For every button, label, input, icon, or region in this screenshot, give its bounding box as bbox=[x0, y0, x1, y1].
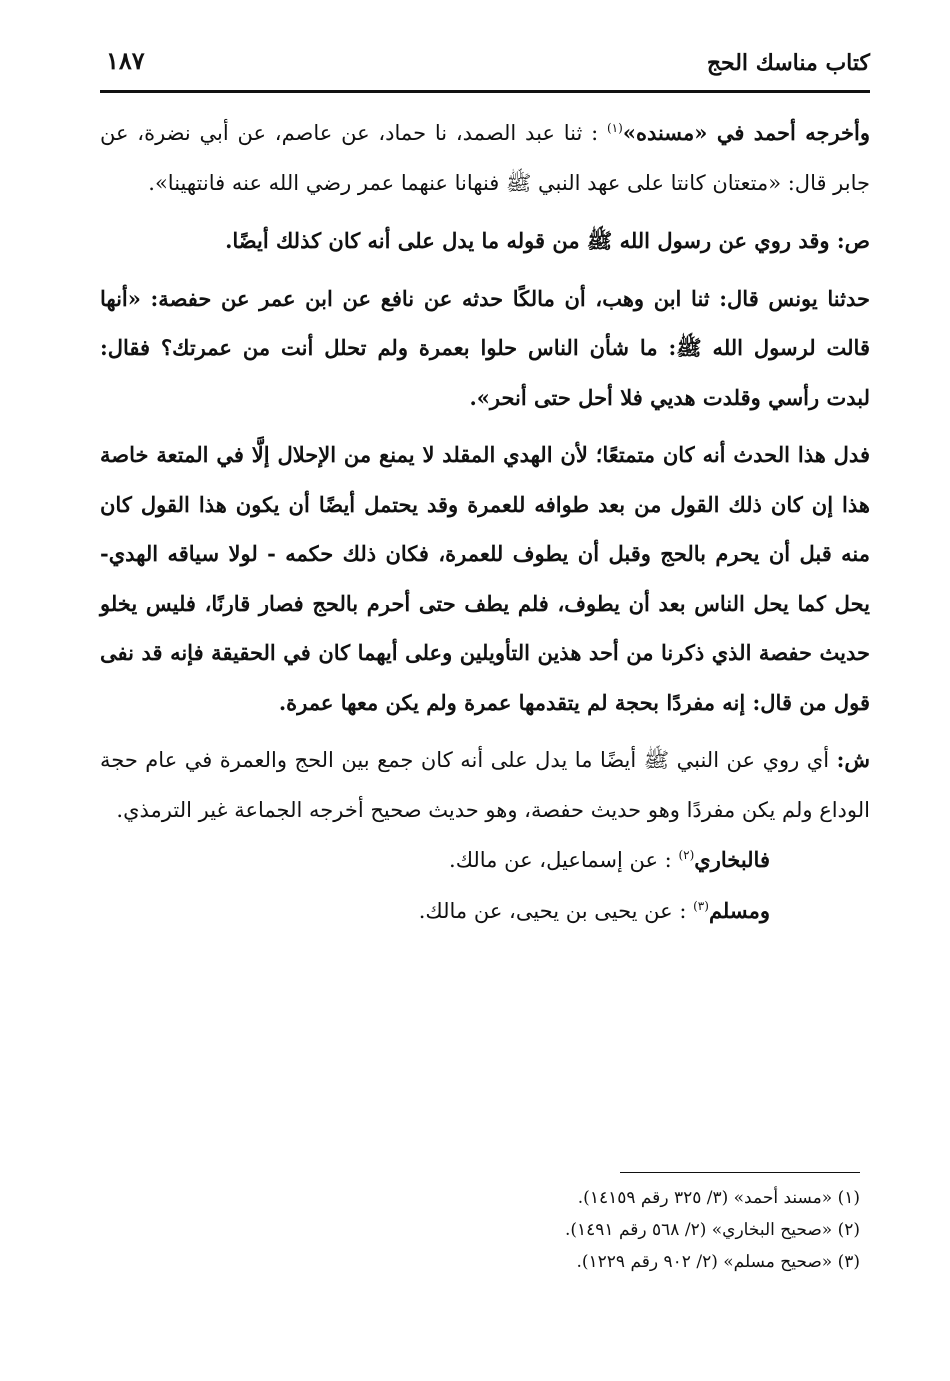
main-text bbox=[100, 108, 870, 936]
paragraph-text: فدل هذا الحدث أنه كان متمتعًا؛ لأن الهدي المقلد لا يمنع من الإحلال إلَّا في المتعة خاصة هذا إن كان ذلك القول من بعد طوافه للعمرة وقد يحتمل أيضًا أن يكون هذا القول كان منه قبل أن يحرم بالحج وقبل أن يطوف للعمرة، فكان ذلك حكمه - لولا سياقه الهدي- يحل كما يحل الناس بعد أن يطوف، فلم يطف حتى أحرم بالحج فصار قارنًا، فليس يخلو حديث حفصة الذي ذكرنا من أحد هذين التأويلين وعلى أيهما كان في الحقيقة فإنه قد نفى قول من قال: إنه مفردًا بحجة لم يتقدمها عمرة ولم يكن معها عمرة. bbox=[100, 442, 870, 715]
footnote-item: (٣) «صحيح مسلم» (٢/ ٩٠٢ رقم ١٢٢٩). bbox=[576, 1252, 860, 1272]
paragraph-matn-1 bbox=[100, 216, 870, 266]
footnote-item: (٢) «صحيح البخاري» (٢/ ٥٦٨ رقم ١٤٩١). bbox=[564, 1220, 860, 1240]
paragraph-text: : ثنا عبد الصمد، نا حماد، عن عاصم، عن أبي نضرة، عن جابر قال: «متعتان كانتا على عهد النبي ﷺ فنهانا عنهما عمر رضي الله عنه فانتهينا». bbox=[100, 121, 870, 195]
paragraph-text: حدثنا يونس قال: ثنا ابن وهب، أن مالكًا حدثه عن نافع عن ابن عمر عن حفصة: «أنها قالت لرسول الله ﷺ: ما شأن الناس حلوا بعمرة ولم تحلل أنت من عمرتك؟ فقال: لبدت رأسي وقلدت هديي فلا أحل حتى أنحر». bbox=[100, 285, 870, 410]
paragraph-matn-2 bbox=[100, 430, 870, 727]
commentary-marker: ش: bbox=[836, 747, 870, 772]
footnote-ref: (٣) bbox=[693, 898, 709, 913]
paragraph-ahmad-narration bbox=[100, 108, 870, 208]
running-header bbox=[100, 44, 870, 90]
source-lead: وأخرجه أحمد في «مسنده» bbox=[622, 120, 870, 145]
source-lead: فالبخاري bbox=[694, 847, 770, 872]
footnote-ref: (٢) bbox=[678, 848, 695, 862]
header-rule bbox=[100, 90, 870, 93]
page-number: ١٨٧ bbox=[106, 46, 145, 75]
paragraph-bukhari bbox=[100, 835, 870, 886]
paragraph-text: ص: وقد روي عن رسول الله ﷺ من قوله ما يدل على أنه كان كذلك أيضًا. bbox=[225, 228, 870, 253]
source-lead: ومسلم bbox=[708, 897, 770, 923]
chapter-title: كتاب مناسك الحج bbox=[706, 50, 870, 76]
footnote-ref: (١) bbox=[606, 121, 623, 135]
footnotes bbox=[100, 1182, 860, 1278]
paragraph-muslim bbox=[100, 886, 870, 937]
paragraph-hafsa-hadith bbox=[100, 274, 870, 423]
footnote-item: (١) «مسند أحمد» (٣/ ٣٢٥ رقم ١٤١٥٩). bbox=[577, 1188, 860, 1208]
paragraph-text: : عن إسماعيل، عن مالك. bbox=[449, 848, 672, 872]
footnote-separator bbox=[620, 1172, 860, 1173]
paragraph-text: أي روي عن النبي ﷺ أيضًا ما يدل على أنه كان جمع بين الحج والعمرة في عام حجة الوداع ولم يكن مفردًا وهو حديث حفصة، وهو حديث صحيح أخرجه الجماعة غير الترمذي. bbox=[100, 748, 870, 822]
paragraph-text: : عن يحيى بن يحيى، عن مالك. bbox=[418, 898, 687, 923]
paragraph-commentary bbox=[100, 735, 870, 835]
